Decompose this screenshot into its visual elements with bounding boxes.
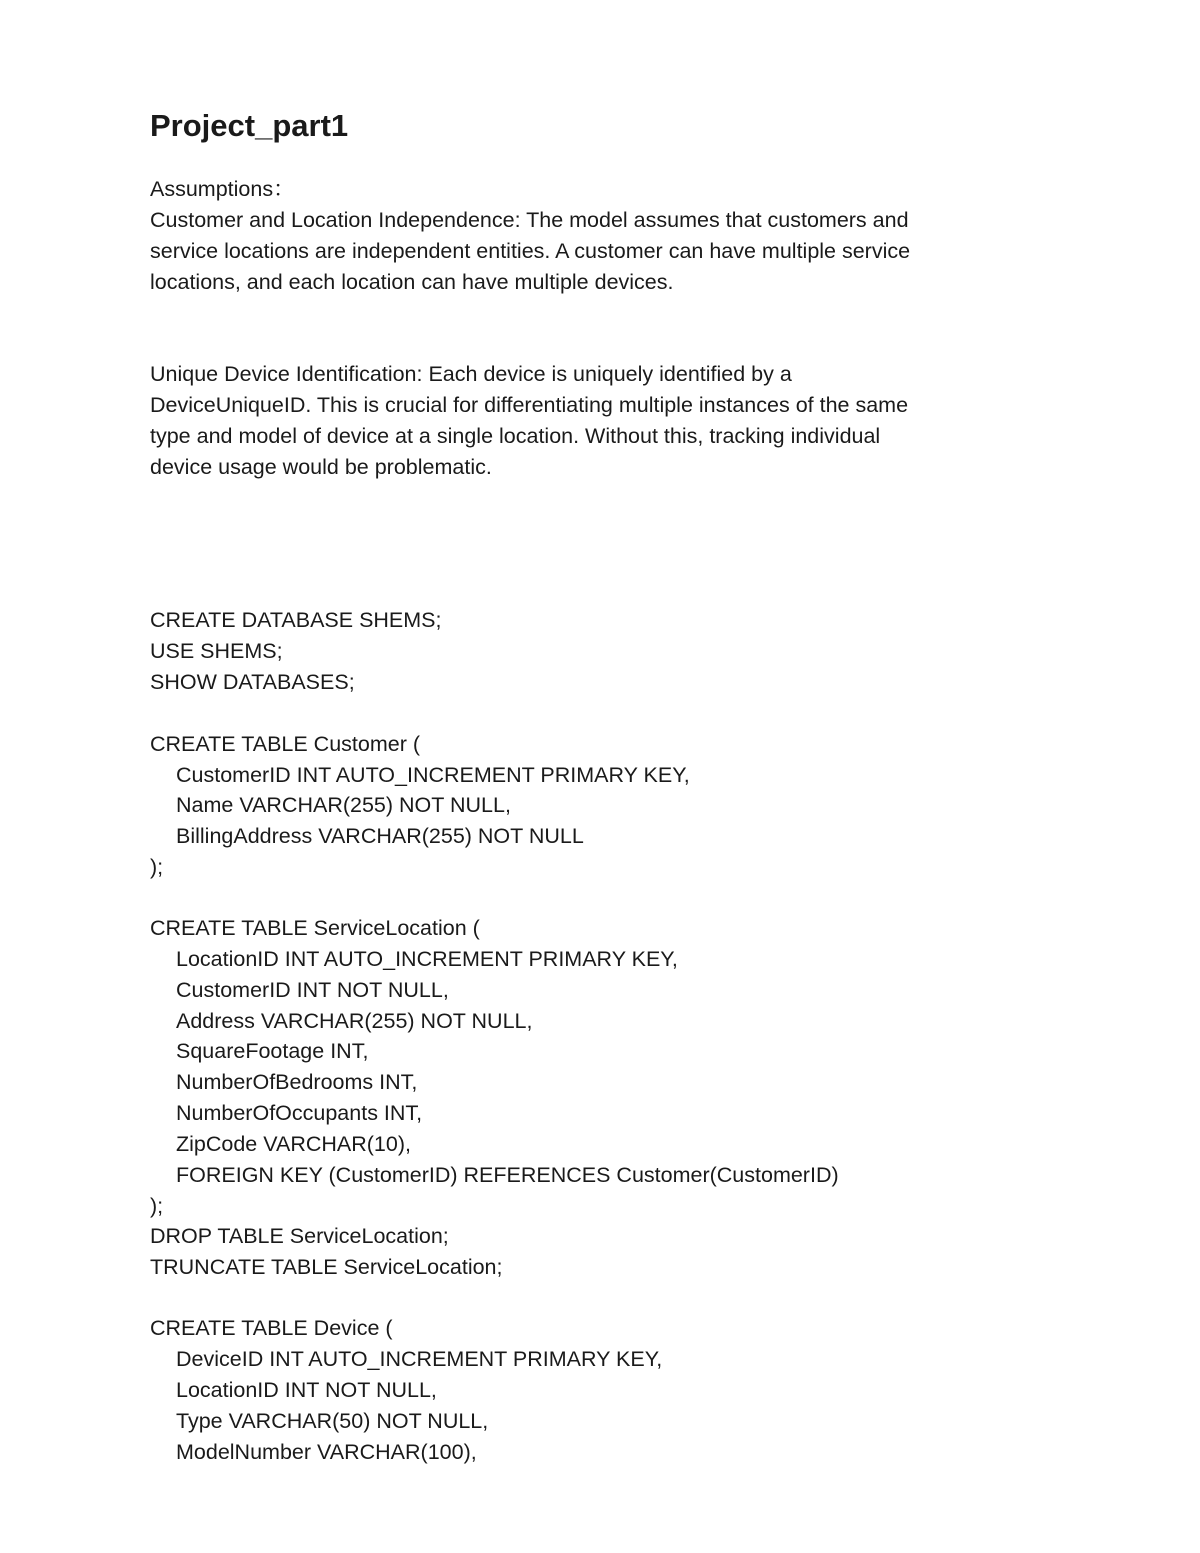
assumptions-heading: Assumptions： — [150, 177, 295, 201]
code-line: CustomerID INT AUTO_INCREMENT PRIMARY KEY, — [176, 763, 690, 787]
paragraph-line: service locations are independent entities. A customer can have multiple service — [150, 239, 911, 263]
code-line: NumberOfBedrooms INT, — [176, 1070, 418, 1094]
code-line: Type VARCHAR(50) NOT NULL, — [176, 1409, 489, 1433]
code-line: Address VARCHAR(255) NOT NULL, — [176, 1009, 533, 1033]
code-line: ModelNumber VARCHAR(100), — [176, 1440, 477, 1464]
paragraph-line: type and model of device at a single location. Without this, tracking individual — [150, 424, 881, 448]
code-line: Name VARCHAR(255) NOT NULL, — [176, 793, 511, 817]
code-line: ); — [150, 855, 164, 879]
paragraph-line: DeviceUniqueID. This is crucial for differentiating multiple instances of the same — [150, 393, 909, 417]
code-line: DeviceID INT AUTO_INCREMENT PRIMARY KEY, — [176, 1347, 663, 1371]
code-line: CustomerID INT NOT NULL, — [176, 978, 449, 1002]
paragraph-line: locations, and each location can have multiple devices. — [150, 270, 674, 294]
document-title: Project_part1 — [150, 108, 349, 143]
code-line: SHOW DATABASES; — [150, 670, 355, 694]
code-line: TRUNCATE TABLE ServiceLocation; — [150, 1255, 503, 1279]
code-line: DROP TABLE ServiceLocation; — [150, 1224, 449, 1248]
code-line: ); — [150, 1194, 164, 1218]
code-line: CREATE DATABASE SHEMS; — [150, 608, 442, 632]
code-line: LocationID INT AUTO_INCREMENT PRIMARY KEY, — [176, 947, 678, 971]
code-line: SquareFootage INT, — [176, 1039, 369, 1063]
paragraph-line: Customer and Location Independence: The model assumes that customers and — [150, 208, 909, 232]
paragraph-line: device usage would be problematic. — [150, 455, 492, 479]
code-line: CREATE TABLE ServiceLocation ( — [150, 916, 480, 940]
code-line: NumberOfOccupants INT, — [176, 1101, 423, 1125]
code-line: ZipCode VARCHAR(10), — [176, 1132, 411, 1156]
code-line: BillingAddress VARCHAR(255) NOT NULL — [176, 824, 584, 848]
code-line: FOREIGN KEY (CustomerID) REFERENCES Customer(CustomerID) — [176, 1163, 839, 1187]
code-line: CREATE TABLE Customer ( — [150, 732, 421, 756]
code-line: LocationID INT NOT NULL, — [176, 1378, 437, 1402]
code-line: USE SHEMS; — [150, 639, 283, 663]
code-line: CREATE TABLE Device ( — [150, 1316, 393, 1340]
paragraph-line: Unique Device Identification: Each device is uniquely identified by a — [150, 362, 792, 386]
